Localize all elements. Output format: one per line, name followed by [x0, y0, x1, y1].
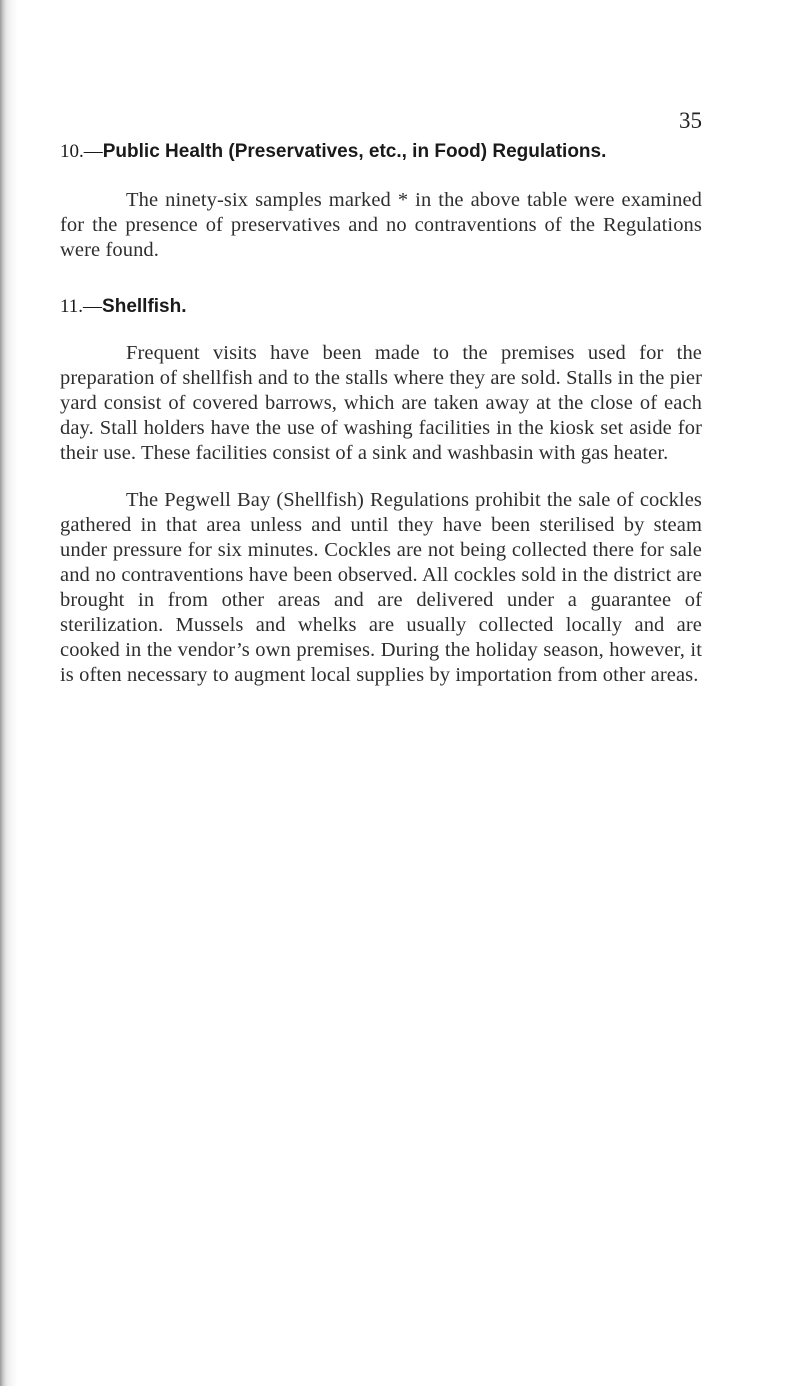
section-11-paragraph-2: The Pegwell Bay (Shellfish) Regulations prohibit the sale of cockles gathered in that area unless and until they have been sterilised by steam under pressure for six minutes. Cockles are not being collected there for sale and no contraventions have been observed. All cockles sold in the district are brought in from other areas and are delivered under a guarantee of sterilization. Mussels and whelks are usually collected locally and are cooked in the vendor’s own premises. During the holiday season, however, it is often necessary to augment local supplies by importation from other areas.: [60, 489, 702, 686]
section-10-heading: [60, 138, 702, 166]
section-11-paragraph-1: Frequent visits have been made to the premises used for the preparation of shellfish and to the stalls where they are sold. Stalls in the pier yard consist of covered barrows, which are taken away at the close of each day. Stall holders have the use of washing facilities in the kiosk set aside for their use. These facilities consist of a sink and washbasin with gas heater.: [60, 342, 702, 464]
page-number: 35: [679, 108, 702, 133]
section-11-heading: [60, 293, 702, 321]
section-10-paragraph: The ninety-six samples marked * in the above table were examined for the presence of preservatives and no contraventions of the Regulations were found.: [60, 189, 702, 261]
section-11-title: Shellfish.: [102, 296, 187, 317]
page-spine-shadow: [0, 0, 18, 1386]
document-body: [60, 138, 702, 688]
section-10-title: Public Health (Preservatives, etc., in Food) Regulations.: [102, 141, 607, 162]
section-10-number: 10.—: [60, 141, 103, 162]
section-11-number: 11.—: [60, 296, 103, 317]
